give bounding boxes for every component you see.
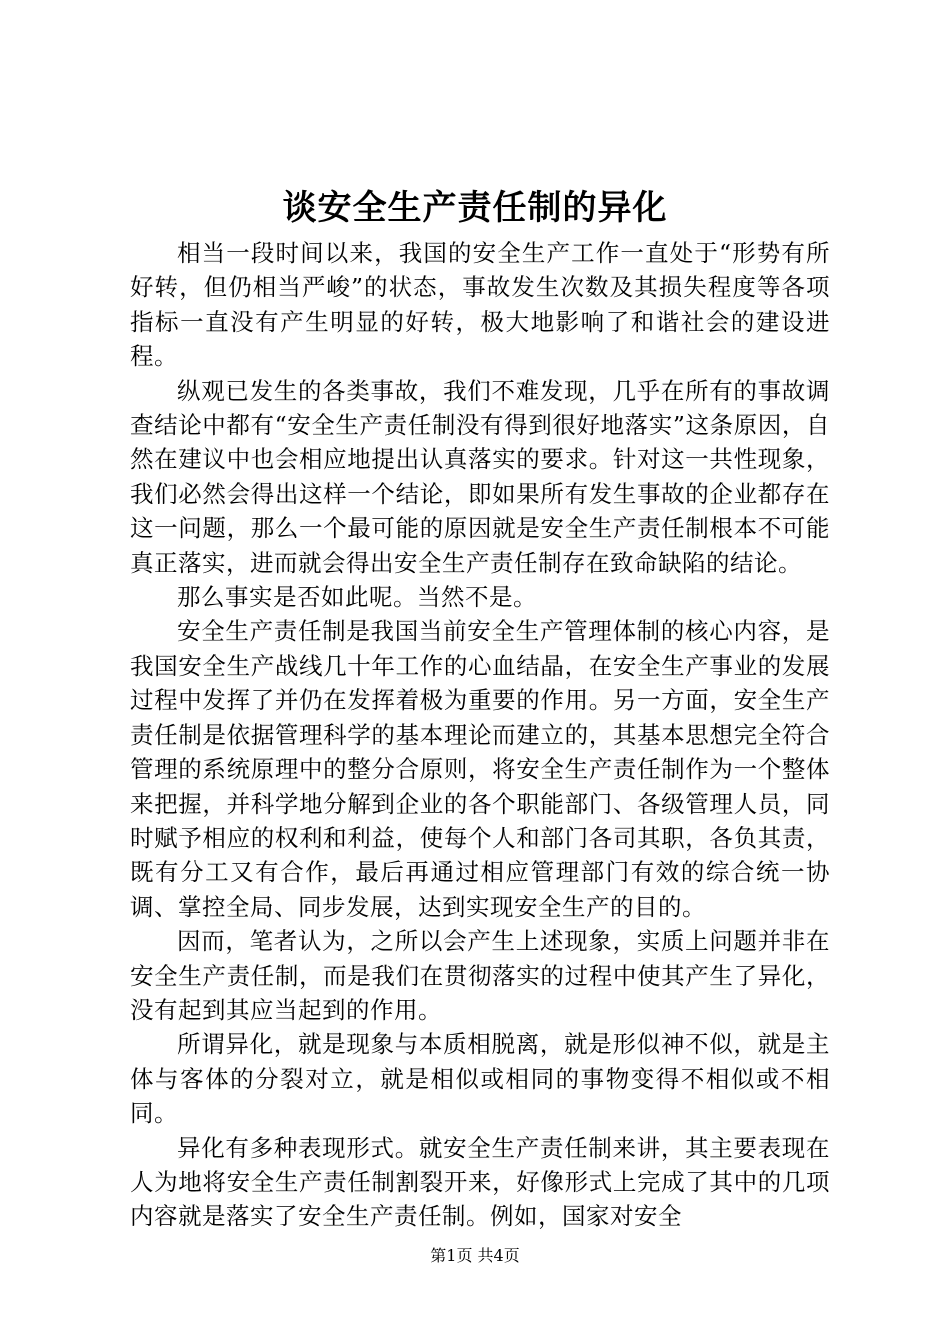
paragraph: 那么事实是否如此呢。当然不是。 xyxy=(177,583,537,612)
paragraph: 安全生产责任制是我国当前安全生产管理体制的核心内容，是我国安全生产战线几十年工作的心血结晶，在安全生产事业的发展过程中发挥了并仍在发挥着极为重要的作用。另一方面，安全生产责任制是依据管理科学的基本理论而建立的，其基本思想完全符合管理的系统原理中的整分合原则，将安全生产责任制作为一个整体来把握，并科学地分解到企业的各个职能部门、各级管理人员，同时赋予相应的权利和利益，使每个人和部门各司其职，各负其责，既有分工又有合作，最后再通过相应管理部门有效的综合统一协调、掌控全局、同步发展，达到实现安全生产的目的。 xyxy=(130,617,830,921)
paragraph: 所谓异化，就是现象与本质相脱离，就是形似神不似，就是主体与客体的分裂对立，就是相似或相同的事物变得不相似或不相同。 xyxy=(130,1030,830,1128)
paragraph: 纵观已发生的各类事故，我们不难发现，几乎在所有的事故调查结论中都有“安全生产责任制没有得到很好地落实”这条原因，自然在建议中也会相应地提出认真落实的要求。针对这一共性现象，我们必然会得出这样一个结论，即如果所有发生事故的企业都存在这一问题，那么一个最可能的原因就是安全生产责任制根本不可能真正落实，进而就会得出安全生产责任制存在致命缺陷的结论。 xyxy=(130,376,830,577)
page-number-footer: 第1页 共4页 xyxy=(430,1246,520,1265)
paragraph: 异化有多种表现形式。就安全生产责任制来讲，其主要表现在人为地将安全生产责任制割裂开来，好像形式上完成了其中的几项内容就是落实了安全生产责任制。例如，国家对安全 xyxy=(130,1133,830,1231)
document-title: 谈安全生产责任制的异化 xyxy=(282,188,668,228)
document-body xyxy=(130,236,830,1234)
paragraph: 因而，笔者认为，之所以会产生上述现象，实质上问题并非在安全生产责任制，而是我们在贯彻落实的过程中使其产生了异化，没有起到其应当起到的作用。 xyxy=(130,927,830,1024)
paragraph: 相当一段时间以来，我国的安全生产工作一直处于“形势有所好转，但仍相当严峻”的状态，事故发生次数及其损失程度等各项指标一直没有产生明显的好转，极大地影响了和谐社会的建设进程。 xyxy=(130,239,830,371)
